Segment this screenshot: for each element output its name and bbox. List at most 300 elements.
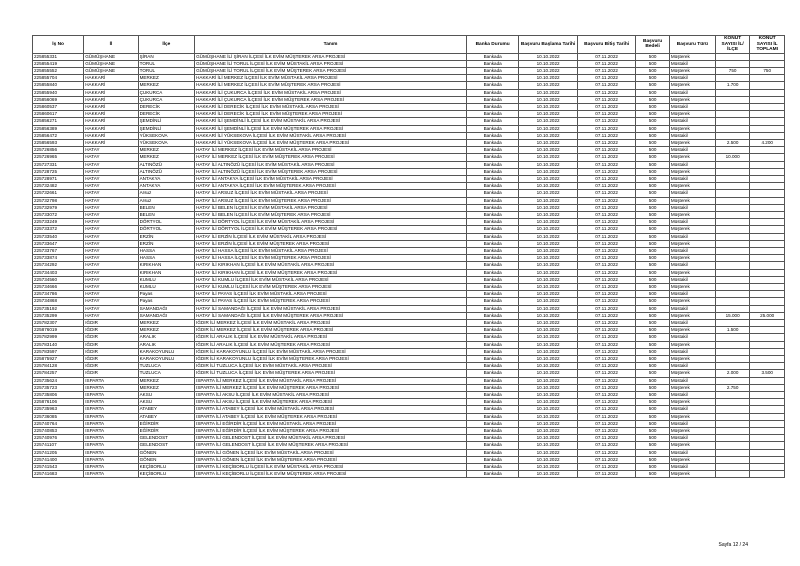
table-cell: ISPARTA İLİ KEÇİBORLU İLÇESİ İLK EVİM MÜSTAKİL ARSA PROJESİ bbox=[195, 464, 467, 471]
table-cell: 07.11.2022 bbox=[577, 183, 636, 190]
table-cell: 07.11.2022 bbox=[577, 449, 636, 456]
table-cell: IĞDIR bbox=[84, 320, 138, 327]
table-cell: Müstakil bbox=[669, 132, 715, 139]
column-header: KONUT SAYISI İL TOPLAMI bbox=[750, 36, 785, 54]
table-cell: 07.11.2022 bbox=[577, 139, 636, 146]
table-cell: 07.11.2022 bbox=[577, 219, 636, 226]
table-cell: HATAY İLİ KIRIKHAN İLÇESİ İLK EVİM MÜŞTEREK ARSA PROJESİ bbox=[195, 269, 467, 276]
table-cell: 07.11.2022 bbox=[577, 312, 636, 319]
table-cell bbox=[715, 392, 750, 399]
table-cell: HATAY bbox=[84, 183, 138, 190]
table-cell: 10.10.2022 bbox=[519, 147, 578, 154]
table-cell: Müşterek bbox=[669, 428, 715, 435]
table-cell: HATAY İLİ ARSUZ İLÇESİ İLK EVİM MÜŞTEREK ARSA PROJESİ bbox=[195, 197, 467, 204]
table-cell: Bankada bbox=[467, 183, 519, 190]
table-cell: 225875927 bbox=[33, 356, 84, 363]
table-cell: ISPARTA İLİ GÖNEN İLÇESİ İLK EVİM MÜSTAKİL ARSA PROJESİ bbox=[195, 449, 467, 456]
table-cell: Müşterek bbox=[669, 269, 715, 276]
table-cell: BELEN bbox=[138, 204, 194, 211]
table-cell: ISPARTA bbox=[84, 456, 138, 463]
table-cell: ISPARTA İLİ ATABEY İLÇESİ İLK EVİM MÜSTAKİL ARSA PROJESİ bbox=[195, 406, 467, 413]
table-row bbox=[33, 464, 785, 471]
table-cell: 500 bbox=[636, 348, 669, 355]
table-cell: HAKKARİ bbox=[84, 82, 138, 89]
table-cell: HAKKARİ bbox=[84, 75, 138, 82]
table-cell bbox=[715, 334, 750, 341]
table-cell: HAKKARİ İLİ ŞEMDİNLİ İLÇESİ İLK EVİM MÜSTAKİL ARSA PROJESİ bbox=[195, 118, 467, 125]
table-cell: 07.11.2022 bbox=[577, 298, 636, 305]
table-cell: Bankada bbox=[467, 327, 519, 334]
table-cell: DERECİK bbox=[138, 103, 194, 110]
table-cell: 07.11.2022 bbox=[577, 75, 636, 82]
table-cell: Bankada bbox=[467, 442, 519, 449]
table-cell: 225784257 bbox=[33, 370, 84, 377]
table-cell: HATAY bbox=[84, 197, 138, 204]
table-cell: 500 bbox=[636, 111, 669, 118]
table-cell bbox=[750, 298, 785, 305]
table-cell bbox=[715, 125, 750, 132]
table-cell: 225734666 bbox=[33, 284, 84, 291]
table-cell: 10.10.2022 bbox=[519, 291, 578, 298]
table-cell: 225734403 bbox=[33, 269, 84, 276]
table-cell: 225733540 bbox=[33, 233, 84, 240]
table-cell: 225728971 bbox=[33, 175, 84, 182]
table-cell: HATAY İLİ PAYAS İLÇESİ İLK EVİM MÜŞTEREK ARSA PROJESİ bbox=[195, 298, 467, 305]
table-cell: 500 bbox=[636, 384, 669, 391]
table-cell: TORUL bbox=[138, 60, 194, 67]
table-cell: ANTAKYA bbox=[138, 175, 194, 182]
table-cell: Müstakil bbox=[669, 262, 715, 269]
table-cell: 225741543 bbox=[33, 464, 84, 471]
table-row bbox=[33, 240, 785, 247]
table-cell bbox=[750, 197, 785, 204]
table-row bbox=[33, 327, 785, 334]
table-row bbox=[33, 320, 785, 327]
table-cell: 25.000 bbox=[750, 312, 785, 319]
table-row bbox=[33, 67, 785, 74]
table-cell: ALTINÖZÜ bbox=[138, 168, 194, 175]
table-row bbox=[33, 456, 785, 463]
table-cell: GÜMÜŞHANE bbox=[84, 60, 138, 67]
table-cell bbox=[750, 356, 785, 363]
table-cell: 500 bbox=[636, 305, 669, 312]
table-cell: ISPARTA İLİ GELENDOST İLÇESİ İLK EVİM MÜSTAKİL ARSA PROJESİ bbox=[195, 435, 467, 442]
table-cell: Arsuz bbox=[138, 190, 194, 197]
table-row bbox=[33, 161, 785, 168]
table-cell bbox=[750, 341, 785, 348]
table-cell: Müşterek bbox=[669, 139, 715, 146]
column-header: KONUT SAYISI İL/İLÇE bbox=[715, 36, 750, 54]
table-cell bbox=[750, 384, 785, 391]
table-cell: Bankada bbox=[467, 298, 519, 305]
table-cell: 500 bbox=[636, 442, 669, 449]
table-cell: 15.000 bbox=[715, 312, 750, 319]
table-row bbox=[33, 219, 785, 226]
table-header-row bbox=[33, 36, 785, 54]
table-cell: 225856389 bbox=[33, 125, 84, 132]
table-cell: YÜKSEKOVA bbox=[138, 139, 194, 146]
column-header: İl bbox=[84, 36, 138, 54]
table-cell: 500 bbox=[636, 53, 669, 60]
table-row bbox=[33, 125, 785, 132]
table-cell: HATAY İLİ MERKEZ İLÇESİ İLK EVİM MÜSTAKİL ARSA PROJESİ bbox=[195, 147, 467, 154]
table-cell: Bankada bbox=[467, 118, 519, 125]
table-cell: Bankada bbox=[467, 204, 519, 211]
table-cell bbox=[750, 428, 785, 435]
table-cell bbox=[750, 320, 785, 327]
table-cell bbox=[750, 377, 785, 384]
table-cell: Bankada bbox=[467, 420, 519, 427]
table-cell: DERECİK bbox=[138, 111, 194, 118]
table-cell: 10.10.2022 bbox=[519, 168, 578, 175]
table-cell: Bankada bbox=[467, 370, 519, 377]
table-cell: 10.10.2022 bbox=[519, 348, 578, 355]
table-cell bbox=[750, 175, 785, 182]
table-cell bbox=[715, 226, 750, 233]
table-cell: 500 bbox=[636, 356, 669, 363]
table-cell: ŞEMDİNLİ bbox=[138, 125, 194, 132]
table-cell: 225782999 bbox=[33, 334, 84, 341]
table-cell bbox=[750, 420, 785, 427]
table-cell: 10.10.2022 bbox=[519, 226, 578, 233]
table-cell: HATAY bbox=[84, 219, 138, 226]
table-cell: Bankada bbox=[467, 305, 519, 312]
column-header: Başvuru Bedeli bbox=[636, 36, 669, 54]
table-cell: 07.11.2022 bbox=[577, 276, 636, 283]
table-cell: Bankada bbox=[467, 341, 519, 348]
table-cell: HATAY İLİ ANTAKYA İLÇESİ İLK EVİM MÜŞTEREK ARSA PROJESİ bbox=[195, 183, 467, 190]
table-row bbox=[33, 305, 785, 312]
table-cell: 07.11.2022 bbox=[577, 413, 636, 420]
table-cell bbox=[715, 75, 750, 82]
table-cell: 500 bbox=[636, 449, 669, 456]
table-cell: HATAY İLİ HASSA İLÇESİ İLK EVİM MÜŞTEREK ARSA PROJESİ bbox=[195, 255, 467, 262]
table-cell: 225741107 bbox=[33, 442, 84, 449]
table-cell: Müşterek bbox=[669, 67, 715, 74]
table-cell: ISPARTA bbox=[84, 413, 138, 420]
table-cell: ARALIK bbox=[138, 334, 194, 341]
table-cell: 10.10.2022 bbox=[519, 175, 578, 182]
table-cell: 10.10.2022 bbox=[519, 406, 578, 413]
table-cell: 10.10.2022 bbox=[519, 298, 578, 305]
table-cell: 10.10.2022 bbox=[519, 103, 578, 110]
table-cell: MERKEZ bbox=[138, 327, 194, 334]
table-cell: 500 bbox=[636, 132, 669, 139]
table-cell bbox=[715, 190, 750, 197]
table-cell: 500 bbox=[636, 320, 669, 327]
table-cell bbox=[715, 341, 750, 348]
table-row bbox=[33, 399, 785, 406]
table-row bbox=[33, 190, 785, 197]
table-cell: 10.10.2022 bbox=[519, 363, 578, 370]
table-cell: Müstakil bbox=[669, 377, 715, 384]
table-cell: 225732482 bbox=[33, 183, 84, 190]
table-cell: Müşterek bbox=[669, 442, 715, 449]
table-cell bbox=[715, 89, 750, 96]
table-cell bbox=[715, 111, 750, 118]
table-cell bbox=[750, 449, 785, 456]
table-cell: Müşterek bbox=[669, 255, 715, 262]
table-cell: ŞEMDİNLİ bbox=[138, 118, 194, 125]
table-cell: HATAY İLİ BELEN İLÇESİ İLK EVİM MÜŞTEREK ARSA PROJESİ bbox=[195, 211, 467, 218]
table-cell: 10.10.2022 bbox=[519, 384, 578, 391]
table-cell bbox=[750, 161, 785, 168]
table-cell: 10.10.2022 bbox=[519, 428, 578, 435]
table-cell: HAKKARİ İLİ YÜKSEKOVA İLÇESİ İLK EVİM MÜSTAKİL ARSA PROJESİ bbox=[195, 132, 467, 139]
table-cell: 500 bbox=[636, 276, 669, 283]
table-cell: 225734786 bbox=[33, 291, 84, 298]
table-cell: ISPARTA bbox=[84, 449, 138, 456]
table-cell bbox=[750, 118, 785, 125]
table-cell: EĞİRDİR bbox=[138, 428, 194, 435]
table-cell: 225856472 bbox=[33, 132, 84, 139]
table-cell: ISPARTA bbox=[84, 471, 138, 478]
table-cell: HATAY bbox=[84, 168, 138, 175]
table-cell: HATAY İLİ KIRIKHAN İLÇESİ İLK EVİM MÜSTAKİL ARSA PROJESİ bbox=[195, 262, 467, 269]
table-cell: HATAY İLİ ARSUZ İLÇESİ İLK EVİM MÜSTAKİL ARSA PROJESİ bbox=[195, 190, 467, 197]
table-cell: HATAY bbox=[84, 255, 138, 262]
table-cell: HAKKARİ bbox=[84, 139, 138, 146]
table-cell: 225732661 bbox=[33, 190, 84, 197]
table-row bbox=[33, 175, 785, 182]
table-cell: HATAY İLİ HASSA İLÇESİ İLK EVİM MÜSTAKİL ARSA PROJESİ bbox=[195, 247, 467, 254]
table-cell: IĞDIR İLİ ARALIK İLÇESİ İLK EVİM MÜSTAKİL ARSA PROJESİ bbox=[195, 334, 467, 341]
table-cell: 500 bbox=[636, 75, 669, 82]
table-cell: KARAKOYUNLU bbox=[138, 356, 194, 363]
table-cell: HATAY İLİ ANTAKYA İLÇESİ İLK EVİM MÜSTAKİL ARSA PROJESİ bbox=[195, 175, 467, 182]
table-cell: GÜMÜŞHANE bbox=[84, 53, 138, 60]
table-cell: 07.11.2022 bbox=[577, 284, 636, 291]
table-cell: 500 bbox=[636, 471, 669, 478]
table-row bbox=[33, 60, 785, 67]
table-cell: GÜMÜŞHANE İLİ ŞİRAN İLÇESİ İLK EVİM MÜŞTEREK ARSA PROJESİ bbox=[195, 53, 467, 60]
table-cell: 07.11.2022 bbox=[577, 211, 636, 218]
table-cell: HAKKARİ İLİ DERECİK İLÇESİ İLK EVİM MÜŞTEREK ARSA PROJESİ bbox=[195, 111, 467, 118]
table-cell: MERKEZ bbox=[138, 147, 194, 154]
table-cell: 10.10.2022 bbox=[519, 471, 578, 478]
table-cell: 500 bbox=[636, 392, 669, 399]
table-row bbox=[33, 442, 785, 449]
table-cell bbox=[750, 82, 785, 89]
table-cell: 07.11.2022 bbox=[577, 197, 636, 204]
table-cell: 225733647 bbox=[33, 240, 84, 247]
table-cell: Bankada bbox=[467, 255, 519, 262]
table-cell: 500 bbox=[636, 211, 669, 218]
table-cell: 2.750 bbox=[715, 384, 750, 391]
table-cell: HATAY İLİ ERZİN İLÇESİ İLK EVİM MÜSTAKİL ARSA PROJESİ bbox=[195, 233, 467, 240]
table-cell: Müstakil bbox=[669, 320, 715, 327]
table-cell: 10.10.2022 bbox=[519, 219, 578, 226]
table-cell: IĞDIR İLİ TUZLUCA İLÇESİ İLK EVİM MÜSTAKİL ARSA PROJESİ bbox=[195, 363, 467, 370]
table-cell: 500 bbox=[636, 247, 669, 254]
table-cell: 07.11.2022 bbox=[577, 240, 636, 247]
table-cell: 10.10.2022 bbox=[519, 413, 578, 420]
column-header: İş No bbox=[33, 36, 84, 54]
table-row bbox=[33, 384, 785, 391]
table-cell: Bankada bbox=[467, 471, 519, 478]
table-cell: GÖNEN bbox=[138, 456, 194, 463]
table-cell: HAKKARİ bbox=[84, 89, 138, 96]
table-cell: HAKKARİ bbox=[84, 103, 138, 110]
table-cell: 225734560 bbox=[33, 276, 84, 283]
table-cell: 225783140 bbox=[33, 341, 84, 348]
table-cell: Müşterek bbox=[669, 226, 715, 233]
table-cell: 10.10.2022 bbox=[519, 60, 578, 67]
table-cell bbox=[750, 190, 785, 197]
table-cell bbox=[750, 262, 785, 269]
table-cell: HAKKARİ İLİ MERKEZ İLÇESİ İLK EVİM MÜŞTEREK ARSA PROJESİ bbox=[195, 82, 467, 89]
table-cell: 07.11.2022 bbox=[577, 262, 636, 269]
table-cell bbox=[715, 363, 750, 370]
table-cell bbox=[750, 53, 785, 60]
table-row bbox=[33, 392, 785, 399]
table-cell: HATAY İLİ SAMANDAĞI İLÇESİ İLK EVİM MÜŞTEREK ARSA PROJESİ bbox=[195, 312, 467, 319]
table-cell: BELEN bbox=[138, 211, 194, 218]
table-row bbox=[33, 428, 785, 435]
table-cell bbox=[750, 103, 785, 110]
table-cell: HATAY İLİ ALTINÖZÜ İLÇESİ İLK EVİM MÜŞTEREK ARSA PROJESİ bbox=[195, 168, 467, 175]
table-cell bbox=[715, 413, 750, 420]
table-cell: 500 bbox=[636, 327, 669, 334]
table-cell: KIRIKHAN bbox=[138, 262, 194, 269]
table-cell: 10.10.2022 bbox=[519, 183, 578, 190]
table-cell bbox=[715, 183, 750, 190]
table-cell bbox=[715, 420, 750, 427]
table-cell bbox=[750, 392, 785, 399]
table-cell: Müstakil bbox=[669, 175, 715, 182]
table-row bbox=[33, 291, 785, 298]
table-cell bbox=[750, 240, 785, 247]
table-cell bbox=[750, 96, 785, 103]
table-cell: 225855704 bbox=[33, 75, 84, 82]
table-cell: 500 bbox=[636, 168, 669, 175]
table-cell: Bankada bbox=[467, 197, 519, 204]
table-cell: ISPARTA İLİ ATABEY İLÇESİ İLK EVİM MÜŞTEREK ARSA PROJESİ bbox=[195, 413, 467, 420]
table-cell bbox=[750, 464, 785, 471]
table-cell: HATAY bbox=[84, 211, 138, 218]
table-cell bbox=[750, 255, 785, 262]
table-cell: IĞDIR bbox=[84, 370, 138, 377]
table-cell: HATAY İLİ KUMLU İLÇESİ İLK EVİM MÜŞTEREK ARSA PROJESİ bbox=[195, 284, 467, 291]
table-row bbox=[33, 132, 785, 139]
table-cell: Bankada bbox=[467, 190, 519, 197]
table-cell: 225855840 bbox=[33, 82, 84, 89]
table-cell: 07.11.2022 bbox=[577, 442, 636, 449]
table-cell bbox=[715, 262, 750, 269]
table-cell: 10.10.2022 bbox=[519, 111, 578, 118]
table-cell: Bankada bbox=[467, 392, 519, 399]
table-cell: HASSA bbox=[138, 255, 194, 262]
table-row bbox=[33, 413, 785, 420]
table-cell: 07.11.2022 bbox=[577, 132, 636, 139]
table-cell: 225740976 bbox=[33, 435, 84, 442]
table-cell bbox=[715, 233, 750, 240]
table-cell: Bankada bbox=[467, 168, 519, 175]
table-cell: 07.11.2022 bbox=[577, 53, 636, 60]
table-cell: 10.10.2022 bbox=[519, 204, 578, 211]
table-cell: Müşterek bbox=[669, 370, 715, 377]
table-cell: Müşterek bbox=[669, 356, 715, 363]
table-row bbox=[33, 139, 785, 146]
table-cell bbox=[750, 75, 785, 82]
table-cell: ISPARTA bbox=[84, 464, 138, 471]
table-cell: Müstakil bbox=[669, 464, 715, 471]
table-cell: Müstakil bbox=[669, 305, 715, 312]
table-cell: Müşterek bbox=[669, 413, 715, 420]
table-cell: 10.10.2022 bbox=[519, 420, 578, 427]
table-cell: 225726965 bbox=[33, 154, 84, 161]
table-cell: 07.11.2022 bbox=[577, 175, 636, 182]
table-cell: 07.11.2022 bbox=[577, 420, 636, 427]
table-cell: HATAY bbox=[84, 240, 138, 247]
table-cell: 10.10.2022 bbox=[519, 154, 578, 161]
table-cell: 225735192 bbox=[33, 305, 84, 312]
table-cell: IĞDIR İLİ MERKEZ İLÇESİ İLK EVİM MÜSTAKİL ARSA PROJESİ bbox=[195, 320, 467, 327]
table-cell: 225876019 bbox=[33, 327, 84, 334]
table-cell: Müstakil bbox=[669, 406, 715, 413]
table-cell: Müşterek bbox=[669, 327, 715, 334]
table-cell: IĞDIR İLİ KARAKOYUNLU İLÇESİ İLK EVİM MÜŞTEREK ARSA PROJESİ bbox=[195, 356, 467, 363]
table-cell bbox=[715, 118, 750, 125]
table-cell: 500 bbox=[636, 334, 669, 341]
table-cell: 07.11.2022 bbox=[577, 356, 636, 363]
table-cell: Bankada bbox=[467, 147, 519, 154]
table-cell: HAKKARİ bbox=[84, 132, 138, 139]
table-cell: 500 bbox=[636, 67, 669, 74]
table-cell: Müstakil bbox=[669, 420, 715, 427]
table-cell bbox=[750, 154, 785, 161]
table-cell bbox=[715, 428, 750, 435]
table-cell: 10.10.2022 bbox=[519, 197, 578, 204]
table-cell bbox=[750, 435, 785, 442]
table-cell: 10.10.2022 bbox=[519, 356, 578, 363]
table-cell: Müşterek bbox=[669, 384, 715, 391]
table-cell: ÇUKURCA bbox=[138, 96, 194, 103]
table-cell: IĞDIR bbox=[84, 327, 138, 334]
table-cell: TUZLUCA bbox=[138, 363, 194, 370]
table-cell: 4.200 bbox=[750, 139, 785, 146]
table-cell: ISPARTA İLİ MERKEZ İLÇESİ İLK EVİM MÜSTAKİL ARSA PROJESİ bbox=[195, 377, 467, 384]
table-cell: HATAY İLİ KUMLU İLÇESİ İLK EVİM MÜSTAKİL ARSA PROJESİ bbox=[195, 276, 467, 283]
table-row bbox=[33, 233, 785, 240]
table-cell: 225736085 bbox=[33, 413, 84, 420]
table-cell: 500 bbox=[636, 175, 669, 182]
table-cell: Bankada bbox=[467, 233, 519, 240]
table-cell: Müşterek bbox=[669, 211, 715, 218]
table-cell: 225735299 bbox=[33, 312, 84, 319]
table-cell: GÜMÜŞHANE İLİ TORUL İLÇESİ İLK EVİM MÜSTAKİL ARSA PROJESİ bbox=[195, 60, 467, 67]
table-cell bbox=[750, 226, 785, 233]
table-cell: Müstakil bbox=[669, 435, 715, 442]
table-cell bbox=[715, 456, 750, 463]
table-cell: Bankada bbox=[467, 464, 519, 471]
table-cell bbox=[750, 348, 785, 355]
table-cell: Müstakil bbox=[669, 75, 715, 82]
table-cell: 07.11.2022 bbox=[577, 67, 636, 74]
table-row bbox=[33, 370, 785, 377]
table-cell: Bankada bbox=[467, 161, 519, 168]
table-cell: 3.500 bbox=[750, 370, 785, 377]
table-cell: HATAY bbox=[84, 147, 138, 154]
table-cell bbox=[750, 147, 785, 154]
table-cell bbox=[750, 132, 785, 139]
table-cell: 07.11.2022 bbox=[577, 435, 636, 442]
table-cell bbox=[750, 305, 785, 312]
table-cell: 07.11.2022 bbox=[577, 118, 636, 125]
table-cell: Bankada bbox=[467, 82, 519, 89]
table-cell: HASSA bbox=[138, 247, 194, 254]
table-cell: 500 bbox=[636, 370, 669, 377]
